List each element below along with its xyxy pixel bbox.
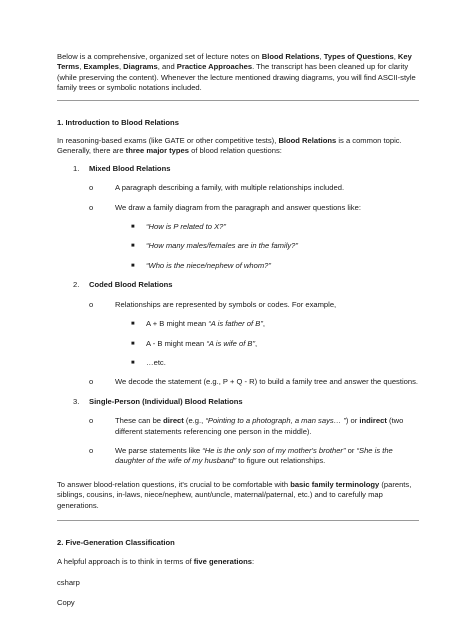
list-text: (e.g., (183, 416, 206, 426)
question-example: “How many males/females are in the family?” (146, 241, 298, 251)
circle-bullet-icon: o (89, 445, 94, 455)
intro-bold-blood-relations: Blood Relations (261, 52, 320, 61)
list-item (57, 183, 419, 193)
list-text: or (345, 445, 357, 455)
list-text: , (255, 338, 258, 348)
quote: “She is the daughter of the wife of my husband” (115, 445, 393, 466)
sub-list-item (57, 261, 419, 271)
bold-span: indirect (359, 416, 387, 426)
section-1-intro-paragraph (57, 136, 419, 157)
square-bullet-icon: ■ (131, 262, 135, 269)
sub-list-item (57, 241, 419, 251)
text-span: To answer blood-relation questions, it's crucial to be comfortable with (57, 479, 291, 489)
list-title: Coded Blood Relations (89, 280, 173, 290)
list-title: Single-Person (Individual) Blood Relations (89, 396, 243, 406)
question-example: “How is P related to X?” (146, 222, 226, 232)
intro-bold-practice: Practice Approaches (176, 62, 253, 72)
intro-bold-key-terms: Key Terms (57, 52, 412, 72)
copy-button[interactable]: Copy (57, 598, 75, 608)
bold-span: Blood Relations (278, 136, 337, 146)
bold-span: basic family terminology (290, 479, 380, 489)
terminology-paragraph (57, 480, 419, 511)
divider (57, 100, 419, 101)
document-page (57, 52, 419, 609)
sub-list-item (57, 358, 419, 368)
square-bullet-icon: ■ (131, 359, 135, 366)
list-text: Relationships are represented by symbols or codes. For example, (115, 299, 337, 309)
circle-bullet-icon: o (89, 183, 94, 193)
question-example: “Who is the niece/nephew of whom?” (146, 260, 271, 270)
list-item (57, 203, 419, 213)
list-text: A paragraph describing a family, with multiple relationships included. (115, 183, 345, 193)
divider (57, 520, 419, 521)
bold-span: five generations (193, 557, 253, 567)
code-meaning: “A is wife of B” (206, 338, 256, 348)
bold-span: three major types (125, 146, 189, 156)
list-item (57, 416, 419, 437)
bold-span: direct (163, 416, 184, 426)
intro-text: , (79, 62, 84, 72)
intro-bold-diagrams: Diagrams (123, 62, 158, 72)
circle-bullet-icon: o (89, 377, 94, 387)
sub-list-item (57, 319, 419, 329)
list-text: (two different statements referencing one person in the middle). (115, 416, 404, 436)
square-bullet-icon: ■ (131, 243, 135, 250)
list-number: 2. (73, 280, 80, 290)
list-number: 3. (73, 396, 80, 406)
quote: “Pointing to a photograph, a man says… ” (205, 416, 346, 426)
section-2-intro-paragraph (57, 557, 419, 567)
list-item (57, 377, 419, 387)
type-3-heading (57, 397, 419, 407)
list-text: …etc. (146, 357, 166, 367)
intro-bold-examples: Examples (83, 62, 119, 72)
circle-bullet-icon: o (89, 202, 94, 212)
intro-text: . The transcript has been cleaned up for clarity (while preserving the content). Whenever the lecture mentioned drawing diagrams, you will find ASCII-style family trees or symbolic notations included. (57, 62, 416, 93)
list-number: 1. (73, 163, 80, 173)
list-text: We decode the statement (e.g., P + Q - R) to build a family tree and answer the questions. (115, 377, 418, 387)
section-2-heading: 2. Five-Generation Classification (57, 537, 175, 547)
text-span: : (252, 557, 255, 567)
list-text: to figure out relationships. (236, 456, 326, 466)
list-text: ) or (345, 416, 360, 426)
intro-text: Below is a comprehensive, organized set of lecture notes on (57, 52, 262, 61)
section-1-heading: 1. Introduction to Blood Relations (57, 117, 179, 127)
square-bullet-icon: ■ (131, 340, 135, 347)
list-title: Mixed Blood Relations (89, 163, 171, 173)
text-span: is a common topic. Generally, there are (57, 136, 402, 156)
intro-text: , (118, 62, 124, 72)
text-span: (parents, siblings, cousins, in-laws, niece/nephew, aunt/uncle, maternal/paternal, etc.) and to carefully map generations. (57, 479, 412, 510)
list-item (57, 446, 419, 467)
sub-list-item (57, 222, 419, 232)
intro-text: , (393, 52, 398, 61)
circle-bullet-icon: o (89, 416, 94, 426)
list-text: These can be (115, 416, 164, 426)
intro-bold-types: Types of Questions (323, 52, 394, 61)
code-meaning: “A is father of B” (208, 319, 263, 329)
intro-text: , and (157, 62, 177, 72)
square-bullet-icon: ■ (131, 321, 135, 328)
sub-list-item (57, 339, 419, 349)
type-2-heading (57, 280, 419, 290)
list-item (57, 300, 419, 310)
code-language-label: csharp (57, 577, 80, 587)
list-text: A - B might mean (146, 338, 207, 348)
square-bullet-icon: ■ (131, 224, 135, 231)
circle-bullet-icon: o (89, 299, 94, 309)
text-span: In reasoning-based exams (like GATE or other competitive tests), (57, 136, 279, 146)
list-text: We draw a family diagram from the paragraph and answer questions like: (115, 202, 361, 212)
list-text: We parse statements like (115, 445, 203, 455)
text-span: of blood relation questions: (188, 146, 282, 156)
type-1-heading (57, 164, 419, 174)
list-text: , (262, 319, 265, 329)
quote: “He is the only son of my mother's brother” (202, 445, 346, 455)
intro-text: , (319, 52, 324, 61)
text-span: A helpful approach is to think in terms of (57, 557, 194, 567)
intro-paragraph (57, 52, 419, 94)
list-text: A + B might mean (146, 319, 209, 329)
